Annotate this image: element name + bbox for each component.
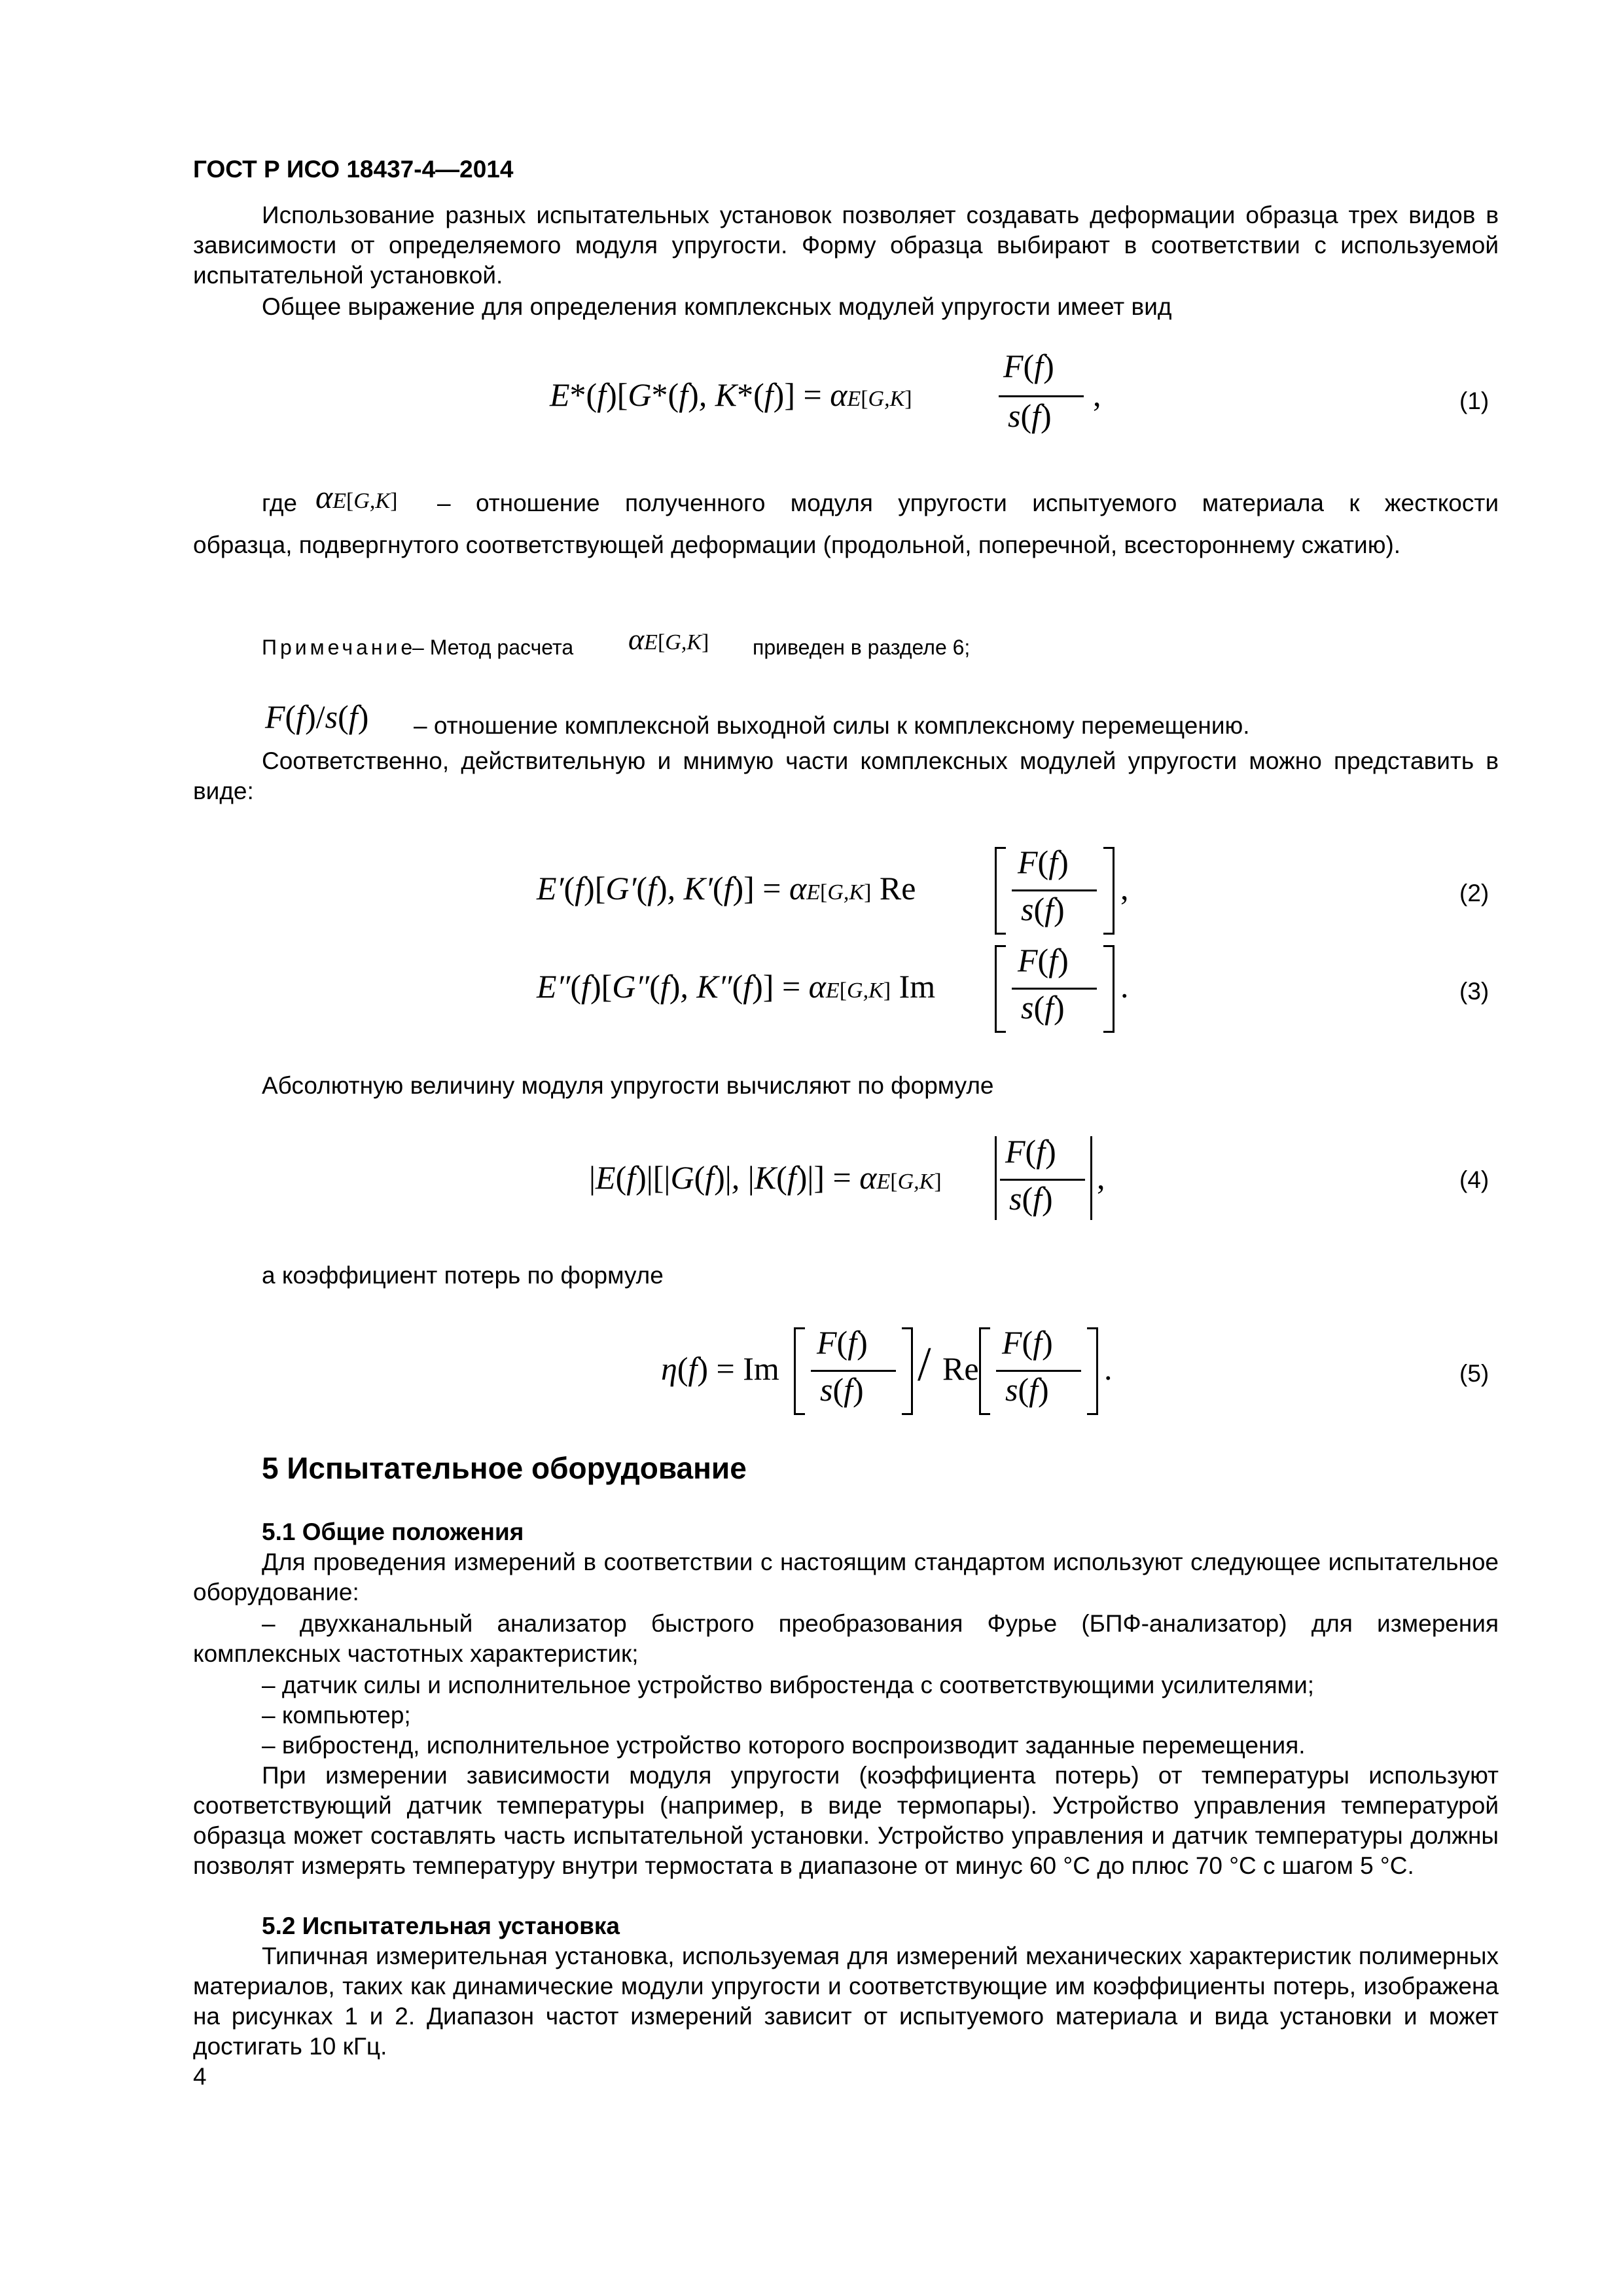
note-text-a: – Метод расчета xyxy=(412,636,574,659)
equation-2-number: (2) xyxy=(1459,880,1489,906)
where-continuation: образца, подвергнутого соответствующей деформации (продольной, поперечной, всестороннему сжатию). xyxy=(193,531,1401,558)
paragraph-loss-factor: а коэффициент потерь по формуле xyxy=(262,1262,664,1289)
section-5-2-title: 5.2 Испытательная установка xyxy=(262,1912,620,1939)
paragraph-intro: Использование разных испытательных установок позволяет создавать деформации образца трех видов в зависимости от определяемого модуля упругости. Форму образца выбирают в соответствии с используемой испытательной установкой. xyxy=(193,202,1499,289)
section-5-title: 5 Испытательное оборудование xyxy=(262,1451,747,1485)
section-5-1-temperature: При измерении зависимости модуля упругости (коэффициента потерь) от температуры используют соответствующий датчик температуры (например, в виде термопары). Устройство управления температурой образца может составлять часть испытательной установки. Устройство управления и датчик температуры должны позволят измерять температуру внутри термостата в диапазоне от минус 60 °С до плюс 70 °С с шагом 5 °С. xyxy=(193,1762,1499,1879)
equation-4-number: (4) xyxy=(1459,1166,1489,1193)
equation-1-number: (1) xyxy=(1459,387,1489,414)
paragraph-real-imag: Соответственно, действительную и мнимую части комплексных модулей упругости можно представить в виде: xyxy=(193,747,1499,804)
where-text: – отношение полученного модуля упругости испытуемого материала к жесткости xyxy=(437,490,1499,516)
note-text-b: приведен в разделе 6; xyxy=(753,636,971,659)
section-5-2-text: Типичная измерительная установка, используемая для измерений механических характеристик полимерных материалов, таких как динамические модули упругости и соответствующие им коэффициенты потерь, изображена на рисунках 1 и 2. Диапазон частот измерений зависит от испытуемого материала и вида установки и может достигать 10 кГц. xyxy=(193,1943,1499,2060)
page-number: 4 xyxy=(193,2063,207,2090)
alpha-symbol: αE[G,K] xyxy=(315,478,398,515)
list-item: – вибростенд, исполнительное устройство которого воспроизводит заданные перемещения. xyxy=(262,1732,1306,1759)
note-alpha-symbol: αE[G,K] xyxy=(628,622,709,656)
equation-3-number: (3) xyxy=(1459,978,1489,1005)
where-label: где xyxy=(262,490,298,516)
paragraph-general-expression: Общее выражение для определения комплексных модулей упругости имеет вид xyxy=(262,293,1172,320)
note-label: Примечание xyxy=(262,636,416,659)
section-5-1-intro: Для проведения измерений в соответствии с настоящим стандартом используют следующее испытательное оборудование: xyxy=(193,1549,1499,1605)
document-page: ГОСТ Р ИСО 18437-4—2014 Использование разных испытательных установок позволяет создавать деформации образца трех видов в зависимости от определяемого модуля упругости. Форму образца выбирают в соответствии с используемой испытательной установкой. Общее выражение для определения комплексных модулей упругости имеет вид E*(f)[G*(f), K*(f)] = αE[G,K] F(f) s(f) , (1) где αE[G,K] – отношение полученного модуля упругости испытуемого материала к жесткости образца, подвергнутого соответствующей деформации (продольной, поперечной, всестороннему сжатию). Примечание – Метод расчета αE[G,K] приведен в разделе 6; F(f)/s(f) – отношение комплексной выходной силы к комплексному перемещению. Соответственно, действительную и мнимую части комплексных модулей упругости можно представить в виде: E′(f)[G′(f), K′(f)] = αE[G,K] Re F(f) s(f) , (2) E″(f)[G″(f), K″(f)] = αE[G,K] Im F(f) s(f) . (3) Абсолютную величину модуля упругости вычисляют по формуле |E(f)|[|G(f)|, |K(f)|] = αE[G,K] F(f) s(f) , (4) а коэффициент потерь по формуле η(f) = Im F(f) s(f) / Re F(f) s(f) . (5) 5 Испытательное оборудование 5.1 Общие положения Для проведения измерений в соответствии с настоящим стандартом используют следующее испытательное оборудование: – двухканальный анализатор быстрого преобразования Фурье (БПФ-анализатор) для измерения комплексных частотных характеристик; – датчик силы и исполнительное устройство вибростенда с соответствующими усилителями; – компьютер; – вибростенд, исполнительное устройство которого воспроизводит заданные перемещения. При измерении зависимости модуля упругости (коэффициента потерь) от температуры используют соответствующий датчик температуры (например, в виде термопары). Устройство управления температурой образца может составлять часть испытательной установки. Устройство управления и датчик температуры должны позволят измерять температуру внутри термостата в диапазоне от минус 60 °С до плюс 70 °С с шагом 5 °С. 5.2 Испытательная установка Типичная измерительная установка, используемая для измерений механических характеристик полимерных материалов, таких как динамические модули упругости и соответствующие им коэффициенты потерь, изображена на рисунках 1 и 2. Диапазон частот измерений зависит от испытуемого материала и вида установки и может достигать 10 кГц. 4 xyxy=(0,0,1623,2296)
ratio-text: – отношение комплексной выходной силы к комплексному перемещению. xyxy=(414,712,1250,739)
document-header: ГОСТ Р ИСО 18437-4—2014 xyxy=(193,156,514,183)
equation-5-number: (5) xyxy=(1459,1360,1489,1387)
list-item: – компьютер; xyxy=(262,1702,411,1729)
list-item: – двухканальный анализатор быстрого преобразования Фурье (БПФ-анализатор) для измерения комплексных частотных характеристик; xyxy=(193,1610,1499,1667)
paragraph-absolute: Абсолютную величину модуля упругости вычисляют по формуле xyxy=(262,1072,994,1099)
ratio-symbol: F(f)/s(f) xyxy=(265,698,369,735)
section-5-1-title: 5.1 Общие положения xyxy=(262,1518,524,1545)
list-item: – датчик силы и исполнительное устройство вибростенда с соответствующими усилителями; xyxy=(262,1672,1315,1698)
